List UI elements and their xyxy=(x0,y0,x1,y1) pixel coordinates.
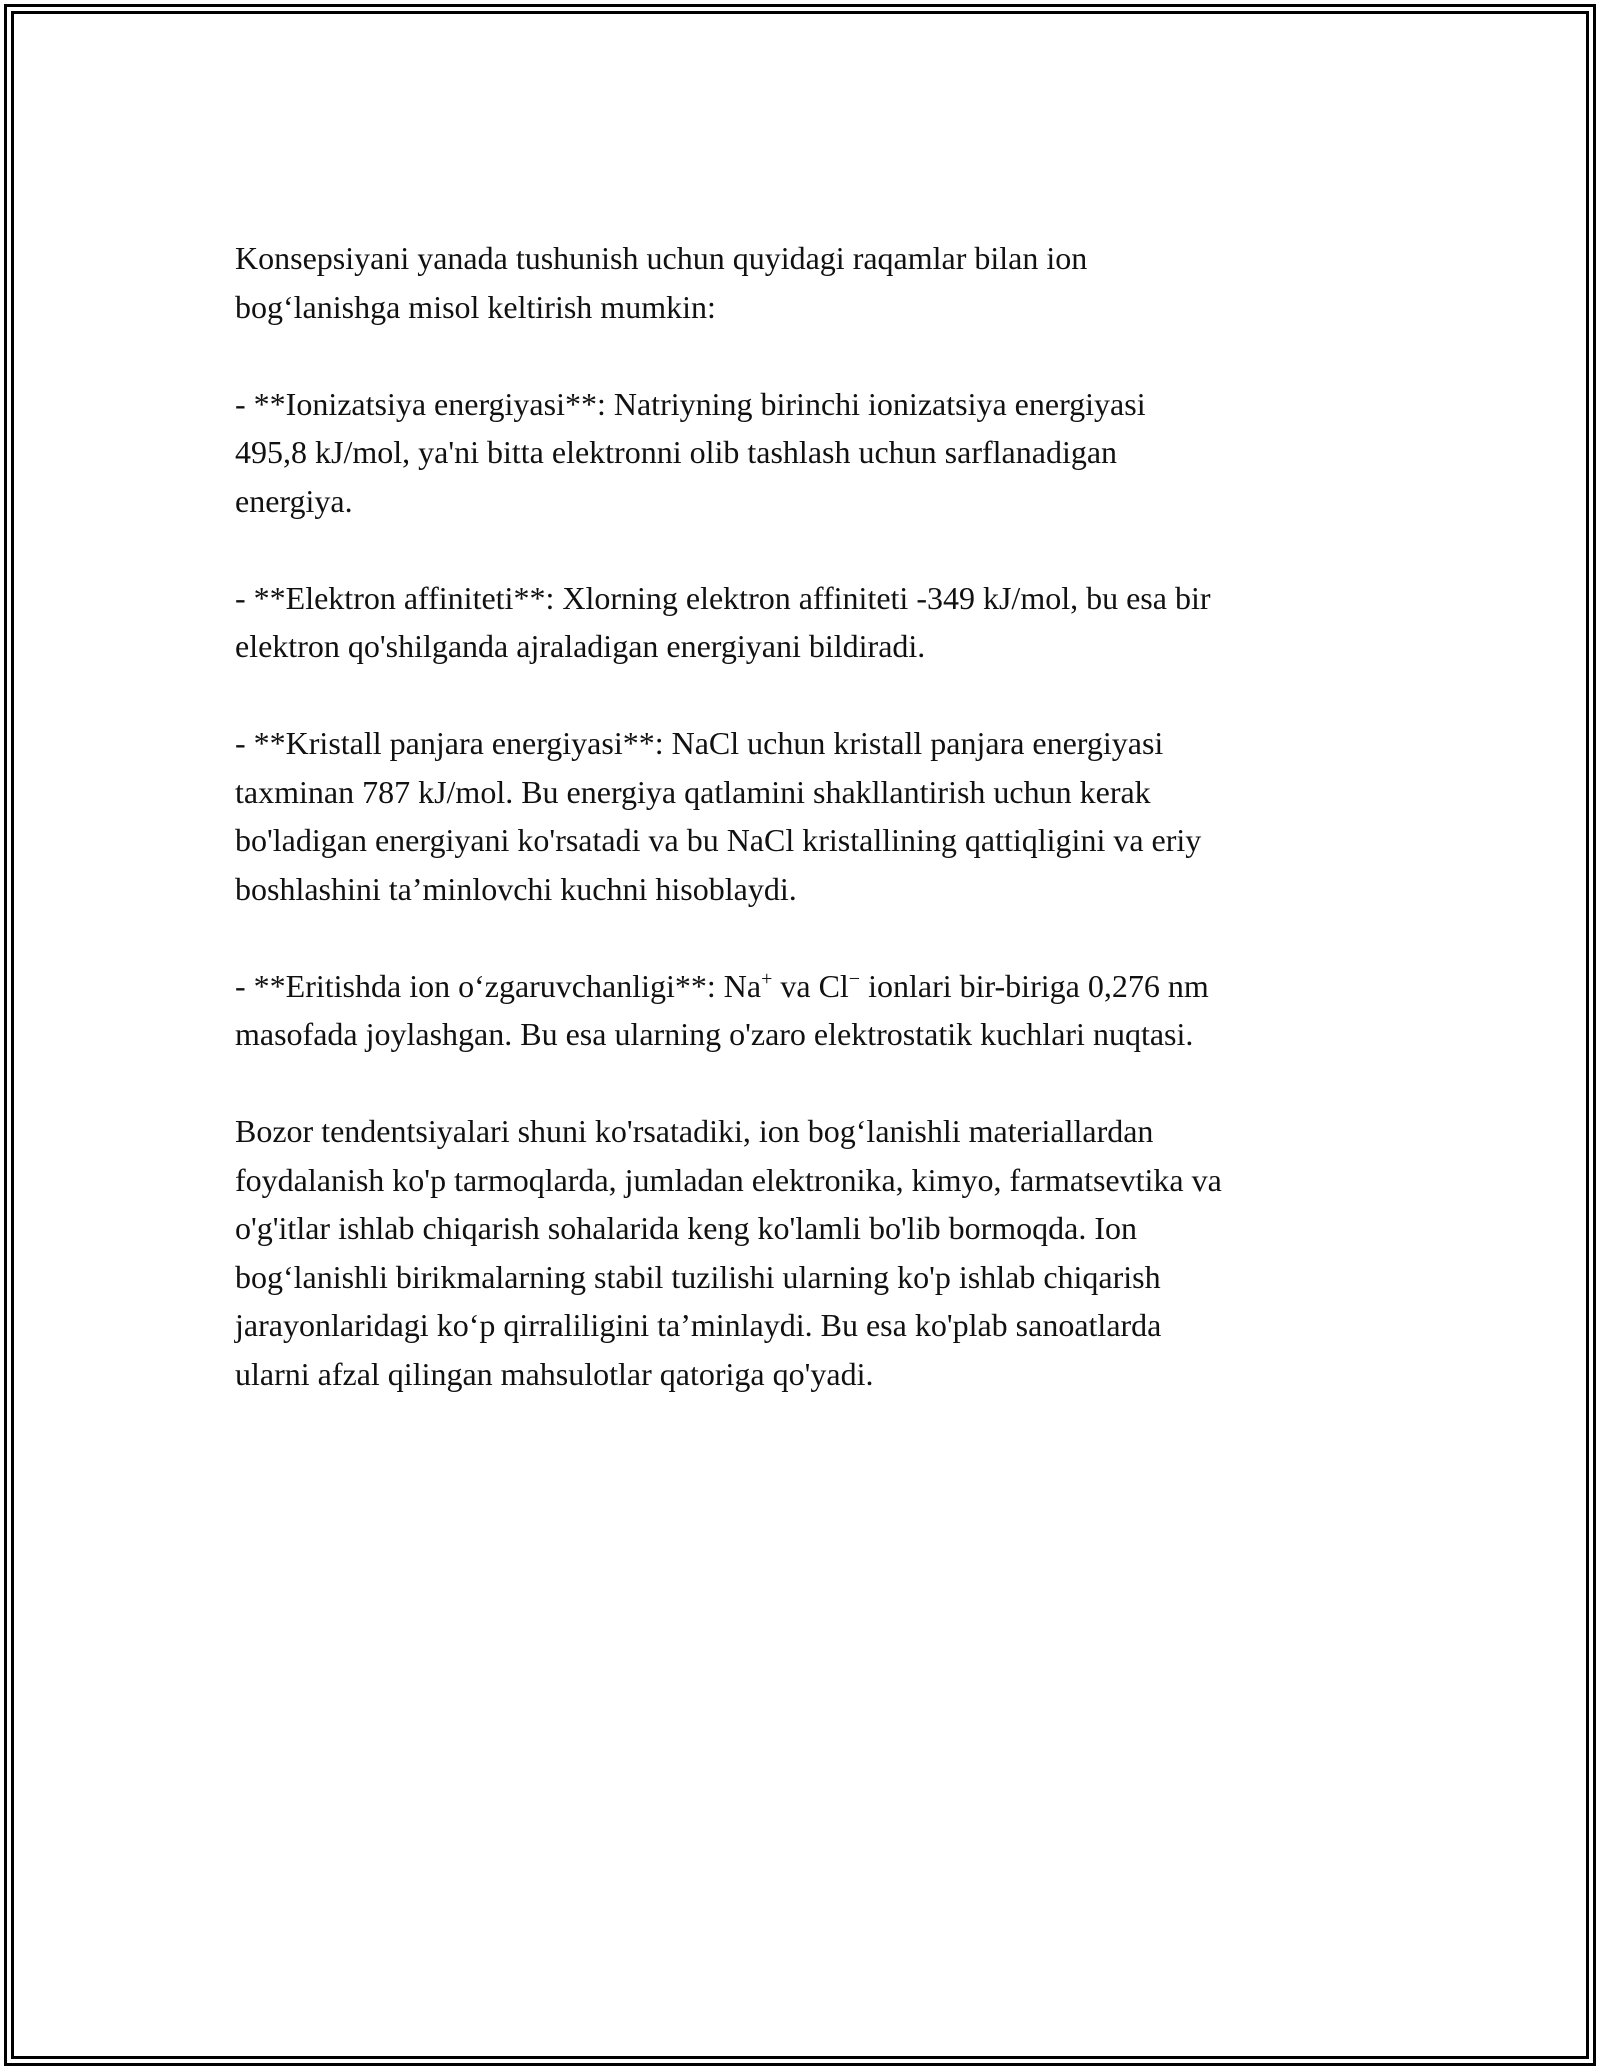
text-line: Bozor tendentsiyalari shuni ko'rsatadiki, ion bog‘lanishli materiallardan xyxy=(235,1113,1154,1149)
intro-paragraph xyxy=(235,234,1375,331)
lattice-energy-paragraph xyxy=(235,719,1375,913)
text-line: bog‘lanishli birikmalarning stabil tuzilishi ularning ko'p ishlab chiqarish xyxy=(235,1258,1161,1295)
text-line: - **Elektron affiniteti**: Xlorning elektron affiniteti -349 kJ/mol, bu esa bir xyxy=(235,579,1211,616)
text-line: bo'ladigan energiyani ko'rsatadi va bu NaCl kristallining qattiqligini va eriy xyxy=(235,822,1202,858)
text-line: 495,8 kJ/mol, ya'ni bitta elektronni olib tashlash uchun sarflanadigan xyxy=(235,434,1118,470)
text-line: elektron qo'shilganda ajraladigan energiyani bildiradi. xyxy=(235,628,926,664)
text-line: boshlashini ta’minlovchi kuchni hisoblaydi. xyxy=(235,870,797,907)
text-line: masofada joylashgan. Bu esa ularning o'zaro elektrostatik kuchlari nuqtasi. xyxy=(235,1016,1194,1052)
text-line: foydalanish ko'p tarmoqlarda, jumladan elektronika, kimyo, farmatsevtika va xyxy=(235,1161,1222,1198)
text-line: jarayonlaridagi ko‘p qirraliligini ta’minlaydi. Bu esa ko'plab sanoatlarda xyxy=(235,1307,1162,1343)
ion-line-middle: va Cl xyxy=(772,967,849,1004)
text-line: - **Kristall panjara energiyasi**: NaCl uchun kristall panjara energiyasi xyxy=(235,725,1164,761)
text-line: energiya. xyxy=(235,482,353,519)
ion-variability-paragraph xyxy=(235,962,1375,1059)
sodium-charge-superscript: + xyxy=(761,967,773,990)
text-line: - **Ionizatsiya energiyasi**: Natriyning birinchi ionizatsiya energiyasi xyxy=(235,385,1146,422)
electron-affinity-paragraph xyxy=(235,574,1375,671)
text-line: ularni afzal qilingan mahsulotlar qatoriga qo'yadi. xyxy=(235,1355,874,1392)
document-body xyxy=(235,234,1375,1398)
text-line: Konsepsiyani yanada tushunish uchun quyidagi raqamlar bilan ion xyxy=(235,240,1088,276)
text-line: taxminan 787 kJ/mol. Bu energiya qatlamini shakllantirish uchun kerak xyxy=(235,773,1151,810)
ion-line-end: ionlari bir-biriga 0,276 nm xyxy=(860,967,1209,1004)
ion-line-start: - **Eritishda ion o‘zgaruvchanligi**: Na xyxy=(235,967,762,1004)
text-line: o'g'itlar ishlab chiqarish sohalarida keng ko'lamli bo'lib bormoqda. Ion xyxy=(235,1210,1137,1246)
market-trends-paragraph xyxy=(235,1107,1375,1398)
text-line: bog‘lanishga misol keltirish mumkin: xyxy=(235,288,716,325)
chlorine-charge-superscript: − xyxy=(848,967,861,990)
ionization-energy-paragraph xyxy=(235,380,1375,526)
